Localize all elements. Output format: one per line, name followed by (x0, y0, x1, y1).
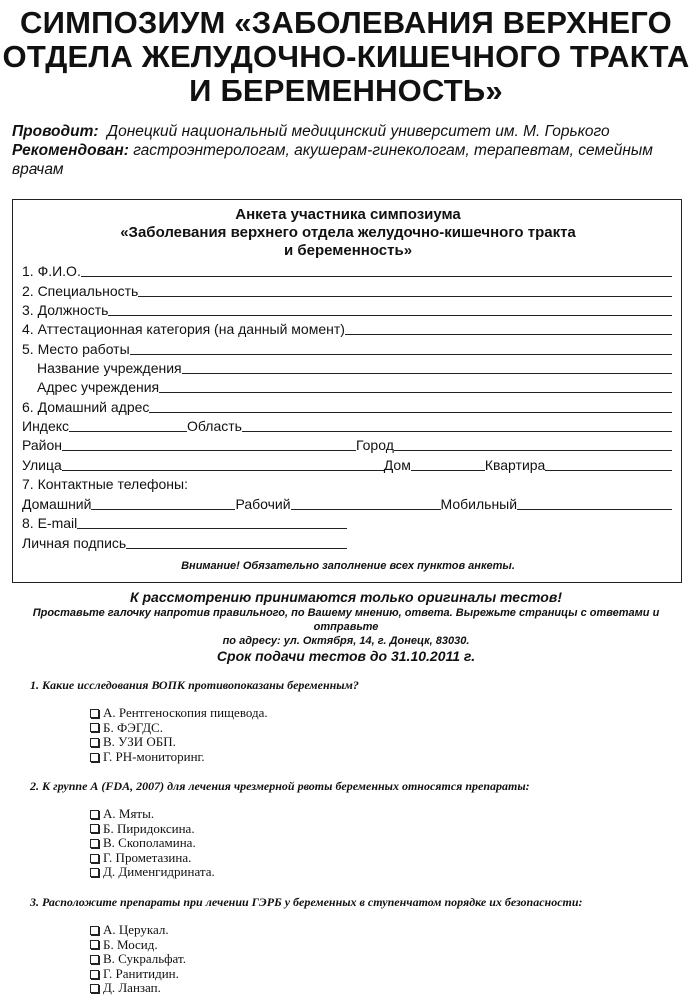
checkbox-icon[interactable] (90, 824, 99, 833)
option-label: В. УЗИ ОБП. (103, 734, 176, 750)
institution-address-row (37, 378, 672, 396)
region-label: Область (187, 418, 242, 434)
question-2-options (90, 807, 215, 880)
signature-row (22, 534, 347, 552)
question-2-option[interactable] (90, 822, 215, 837)
checkbox-icon[interactable] (90, 926, 99, 935)
home-phone-label: Домашний (22, 496, 92, 512)
option-label: Г. РН-мониторинг. (103, 748, 205, 764)
checkbox-icon[interactable] (90, 854, 99, 863)
specialty-label: 2. Специальность (22, 283, 139, 299)
work-phone-field[interactable] (291, 495, 441, 510)
home-address-label: 6. Домашний адрес (22, 399, 150, 415)
checkbox-icon[interactable] (90, 839, 99, 848)
form-heading-line-1: Анкета участника симпозиума (235, 206, 461, 223)
checkbox-icon[interactable] (90, 738, 99, 747)
question-3-options (90, 923, 186, 996)
mobile-phone-field[interactable] (517, 495, 672, 510)
house-label: Дом (383, 457, 411, 473)
option-label: А. Рентгеноскопия пищевода. (103, 705, 268, 720)
mobile-phone-label: Мобильный (440, 496, 518, 512)
page-title (0, 6, 692, 108)
district-city-row (22, 436, 672, 454)
category-row (22, 320, 672, 338)
institution-name-field[interactable] (182, 359, 672, 374)
title-line-2: ОТДЕЛА ЖЕЛУДОЧНО-КИШЕЧНОГО ТРАКТА (2, 39, 690, 74)
city-field[interactable] (394, 436, 672, 451)
region-field[interactable] (242, 417, 672, 432)
form-heading (13, 206, 683, 260)
position-row (22, 301, 672, 319)
fio-label: 1. Ф.И.О. (22, 263, 81, 279)
institution-name-row (37, 359, 672, 377)
option-label: Г. Ранитидин. (103, 965, 179, 981)
form-notice: Внимание! Обязательно заполнение всех пунктов анкеты. (181, 560, 515, 572)
option-label: А. Церукал. (103, 922, 169, 937)
question-1-options (90, 706, 268, 764)
form-heading-line-2: «Заболевания верхнего отдела желудочно-кишечного тракта (120, 224, 576, 241)
option-label: В. Скополамина. (103, 835, 196, 851)
workplace-field[interactable] (130, 340, 672, 355)
index-field[interactable] (69, 417, 187, 432)
option-label: Б. Пиридоксина. (103, 820, 195, 836)
question-1-option[interactable] (90, 750, 268, 765)
apartment-label: Квартира (484, 457, 546, 473)
checkbox-icon[interactable] (90, 753, 99, 762)
conductor-text: Донецкий национальный медицинский университет им. М. Горького (107, 123, 610, 140)
question-3-option[interactable] (90, 938, 186, 953)
question-1-option[interactable] (90, 735, 268, 750)
question-2-option[interactable] (90, 851, 215, 866)
phones-row (22, 475, 672, 493)
phone-numbers-row (22, 495, 672, 513)
street-label: Улица (22, 457, 62, 473)
position-field[interactable] (108, 301, 672, 316)
index-region-row (22, 417, 672, 435)
recommended-text: гастроэнтерологам, акушерам-гинекологам, терапевтам, семейным (133, 142, 653, 159)
category-label: 4. Аттестационная категория (на данный момент) (22, 321, 345, 337)
district-field[interactable] (62, 436, 356, 451)
recommended-label: Рекомендован: (12, 142, 129, 159)
question-3-option[interactable] (90, 952, 186, 967)
option-label: Д. Дименгидрината. (103, 864, 215, 880)
house-field[interactable] (411, 456, 485, 471)
checkbox-icon[interactable] (90, 970, 99, 979)
originals-only-notice: К рассмотрению принимаются только оригиналы тестов! (130, 589, 562, 605)
question-2-option[interactable] (90, 807, 215, 822)
option-label: Б. Мосид. (103, 936, 158, 952)
checkbox-icon[interactable] (90, 810, 99, 819)
symposium-info (12, 122, 684, 179)
option-label: В. Сукральфат. (103, 951, 186, 967)
institution-name-label: Название учреждения (37, 360, 182, 376)
category-field[interactable] (345, 320, 672, 335)
specialty-row (22, 282, 672, 300)
participant-form (12, 199, 682, 583)
option-label: Б. ФЭГДС. (103, 719, 163, 735)
title-line-1: СИМПОЗИУМ «ЗАБОЛЕВАНИЯ ВЕРХНЕГО (20, 5, 672, 40)
email-label: 8. E-mail (22, 515, 78, 531)
question-1-option[interactable] (90, 706, 268, 721)
work-phone-label: Рабочий (235, 496, 291, 512)
instructions-line-2: по адресу: ул. Октября, 14, г. Донецк, 83030. (222, 635, 470, 647)
option-label: Г. Прометазина. (103, 849, 192, 865)
instructions (0, 606, 692, 648)
question-2-text: 2. К группе А (FDA, 2007) для лечения чрезмерной рвоты беременных относятся препараты: (30, 779, 530, 793)
home-phone-field[interactable] (91, 495, 235, 510)
email-row (22, 514, 347, 532)
question-1-text: 1. Какие исследования ВОПК противопоказаны беременным? (30, 678, 359, 692)
question-3-option[interactable] (90, 981, 186, 996)
workplace-label: 5. Место работы (22, 341, 130, 357)
institution-address-field[interactable] (159, 378, 672, 393)
specialty-field[interactable] (138, 282, 672, 297)
checkbox-icon[interactable] (90, 709, 99, 718)
recommended-text-continued: врачам (12, 161, 64, 178)
checkbox-icon[interactable] (90, 955, 99, 964)
apartment-field[interactable] (545, 456, 672, 471)
fio-field[interactable] (81, 262, 672, 277)
checkbox-icon[interactable] (90, 723, 99, 732)
form-heading-line-3: и беременность» (283, 242, 413, 259)
street-field[interactable] (62, 456, 384, 471)
conductor-label: Проводит: (12, 123, 99, 140)
question-2-option[interactable] (90, 836, 215, 851)
checkbox-icon[interactable] (90, 984, 99, 993)
home-address-row (22, 398, 672, 416)
home-address-field[interactable] (149, 398, 672, 413)
street-row (22, 456, 672, 474)
institution-address-label: Адрес учреждения (37, 379, 160, 395)
option-label: А. Мяты. (103, 806, 155, 821)
index-label: Индекс (22, 418, 70, 434)
title-line-3: И БЕРЕМЕННОСТЬ» (189, 73, 503, 108)
city-label: Город (356, 437, 394, 453)
question-1-option[interactable] (90, 721, 268, 736)
fio-row (22, 262, 672, 280)
phones-label: 7. Контактные телефоны: (22, 476, 188, 492)
question-2-option[interactable] (90, 865, 215, 880)
workplace-row (22, 340, 672, 358)
question-3-option[interactable] (90, 967, 186, 982)
instructions-line-1: Проставьте галочку напротив правильного, по Вашему мнению, ответа. Вырежьте страницы с ответами и отправьте (32, 607, 660, 633)
district-label: Район (22, 437, 62, 453)
deadline: Срок подачи тестов до 31.10.2011 г. (216, 648, 476, 664)
question-3-option[interactable] (90, 923, 186, 938)
signature-field[interactable] (126, 534, 347, 549)
question-3-text: 3. Расположите препараты при лечении ГЭРБ у беременных в ступенчатом порядке их безопасности: (30, 895, 583, 909)
option-label: Д. Ланзап. (103, 980, 161, 996)
email-field[interactable] (77, 514, 347, 529)
checkbox-icon[interactable] (90, 940, 99, 949)
checkbox-icon[interactable] (90, 868, 99, 877)
position-label: 3. Должность (22, 302, 109, 318)
signature-label: Личная подпись (22, 535, 127, 551)
